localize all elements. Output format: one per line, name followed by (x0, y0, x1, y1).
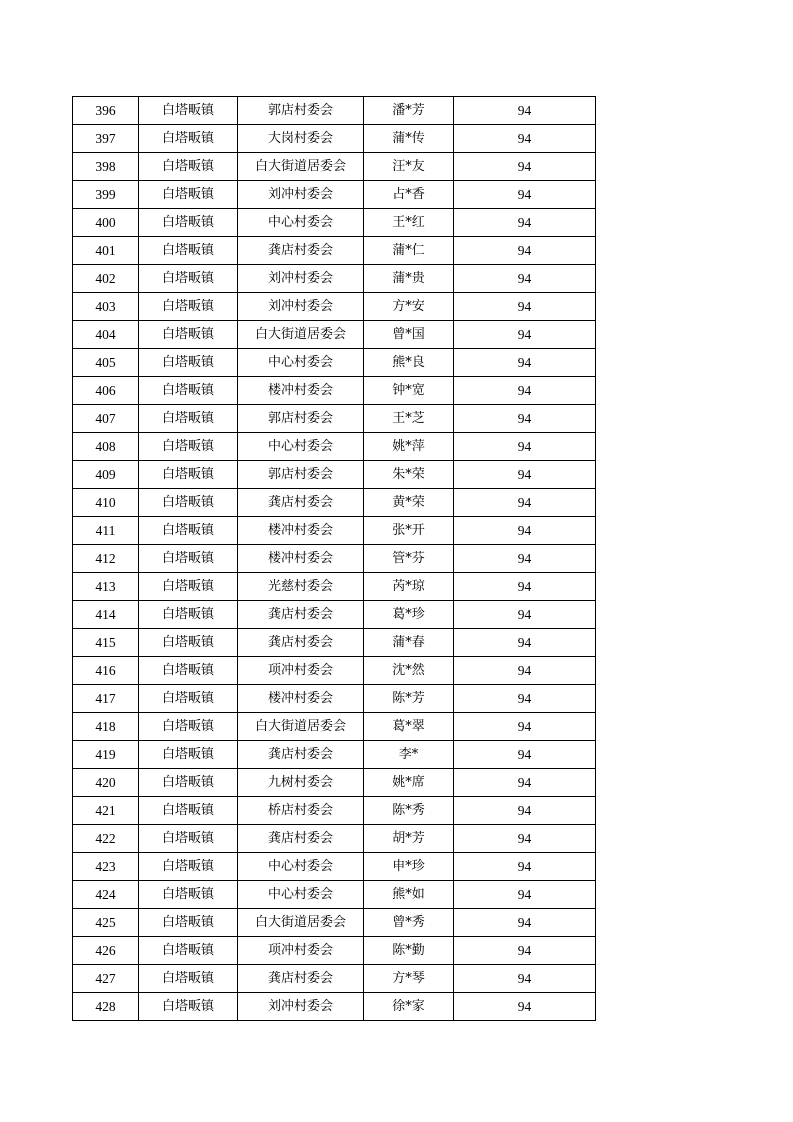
village-cell: 中心村委会 (238, 209, 364, 237)
person-name-cell: 葛*翠 (364, 713, 454, 741)
village-cell: 白大街道居委会 (238, 153, 364, 181)
town-cell: 白塔畈镇 (139, 629, 238, 657)
person-name-cell: 李* (364, 741, 454, 769)
table-row (73, 181, 596, 209)
data-table (72, 96, 596, 1021)
town-cell: 白塔畈镇 (139, 405, 238, 433)
score-cell: 94 (454, 237, 596, 265)
row-number-cell: 410 (73, 489, 139, 517)
row-number-cell: 414 (73, 601, 139, 629)
village-cell: 项冲村委会 (238, 937, 364, 965)
score-cell: 94 (454, 909, 596, 937)
town-cell: 白塔畈镇 (139, 545, 238, 573)
town-cell: 白塔畈镇 (139, 713, 238, 741)
row-number-cell: 402 (73, 265, 139, 293)
row-number-cell: 419 (73, 741, 139, 769)
table-row (73, 937, 596, 965)
table-row (73, 601, 596, 629)
table-body (73, 97, 596, 1021)
table-row (73, 545, 596, 573)
score-cell: 94 (454, 405, 596, 433)
village-cell: 龚店村委会 (238, 741, 364, 769)
town-cell: 白塔畈镇 (139, 181, 238, 209)
score-cell: 94 (454, 433, 596, 461)
town-cell: 白塔畈镇 (139, 853, 238, 881)
table-row (73, 797, 596, 825)
score-cell: 94 (454, 461, 596, 489)
person-name-cell: 钟*宽 (364, 377, 454, 405)
village-cell: 刘冲村委会 (238, 181, 364, 209)
row-number-cell: 411 (73, 517, 139, 545)
person-name-cell: 蒲*传 (364, 125, 454, 153)
person-name-cell: 曾*秀 (364, 909, 454, 937)
village-cell: 郭店村委会 (238, 97, 364, 125)
town-cell: 白塔畈镇 (139, 657, 238, 685)
town-cell: 白塔畈镇 (139, 209, 238, 237)
village-cell: 白大街道居委会 (238, 321, 364, 349)
table-row (73, 769, 596, 797)
table-row (73, 349, 596, 377)
score-cell: 94 (454, 825, 596, 853)
row-number-cell: 428 (73, 993, 139, 1021)
score-cell: 94 (454, 937, 596, 965)
row-number-cell: 399 (73, 181, 139, 209)
town-cell: 白塔畈镇 (139, 825, 238, 853)
village-cell: 龚店村委会 (238, 489, 364, 517)
person-name-cell: 占*香 (364, 181, 454, 209)
score-cell: 94 (454, 153, 596, 181)
score-cell: 94 (454, 97, 596, 125)
town-cell: 白塔畈镇 (139, 965, 238, 993)
town-cell: 白塔畈镇 (139, 489, 238, 517)
person-name-cell: 汪*友 (364, 153, 454, 181)
score-cell: 94 (454, 713, 596, 741)
table-row (73, 909, 596, 937)
village-cell: 刘冲村委会 (238, 265, 364, 293)
table-row (73, 293, 596, 321)
score-cell: 94 (454, 797, 596, 825)
row-number-cell: 427 (73, 965, 139, 993)
person-name-cell: 管*芬 (364, 545, 454, 573)
village-cell: 龚店村委会 (238, 965, 364, 993)
table-row (73, 265, 596, 293)
table-row (73, 993, 596, 1021)
town-cell: 白塔畈镇 (139, 321, 238, 349)
score-cell: 94 (454, 685, 596, 713)
table-row (73, 237, 596, 265)
table-row (73, 209, 596, 237)
row-number-cell: 403 (73, 293, 139, 321)
score-cell: 94 (454, 629, 596, 657)
person-name-cell: 陈*芳 (364, 685, 454, 713)
score-cell: 94 (454, 517, 596, 545)
table-row (73, 517, 596, 545)
row-number-cell: 413 (73, 573, 139, 601)
table-row (73, 685, 596, 713)
town-cell: 白塔畈镇 (139, 349, 238, 377)
table-row (73, 461, 596, 489)
person-name-cell: 王*红 (364, 209, 454, 237)
row-number-cell: 423 (73, 853, 139, 881)
village-cell: 楼冲村委会 (238, 517, 364, 545)
table-row (73, 965, 596, 993)
score-cell: 94 (454, 209, 596, 237)
village-cell: 项冲村委会 (238, 657, 364, 685)
row-number-cell: 425 (73, 909, 139, 937)
village-cell: 楼冲村委会 (238, 377, 364, 405)
village-cell: 龚店村委会 (238, 629, 364, 657)
village-cell: 刘冲村委会 (238, 993, 364, 1021)
village-cell: 光慈村委会 (238, 573, 364, 601)
person-name-cell: 葛*珍 (364, 601, 454, 629)
town-cell: 白塔畈镇 (139, 881, 238, 909)
village-cell: 九树村委会 (238, 769, 364, 797)
person-name-cell: 芮*琼 (364, 573, 454, 601)
town-cell: 白塔畈镇 (139, 461, 238, 489)
town-cell: 白塔畈镇 (139, 769, 238, 797)
table-row (73, 125, 596, 153)
row-number-cell: 415 (73, 629, 139, 657)
row-number-cell: 401 (73, 237, 139, 265)
person-name-cell: 姚*席 (364, 769, 454, 797)
score-cell: 94 (454, 741, 596, 769)
person-name-cell: 黄*荣 (364, 489, 454, 517)
row-number-cell: 409 (73, 461, 139, 489)
village-cell: 龚店村委会 (238, 237, 364, 265)
table-row (73, 741, 596, 769)
score-cell: 94 (454, 769, 596, 797)
row-number-cell: 408 (73, 433, 139, 461)
town-cell: 白塔畈镇 (139, 265, 238, 293)
person-name-cell: 方*琴 (364, 965, 454, 993)
row-number-cell: 412 (73, 545, 139, 573)
table-row (73, 825, 596, 853)
row-number-cell: 424 (73, 881, 139, 909)
score-cell: 94 (454, 125, 596, 153)
score-cell: 94 (454, 377, 596, 405)
person-name-cell: 申*珍 (364, 853, 454, 881)
score-cell: 94 (454, 853, 596, 881)
row-number-cell: 405 (73, 349, 139, 377)
town-cell: 白塔畈镇 (139, 601, 238, 629)
row-number-cell: 400 (73, 209, 139, 237)
table-row (73, 629, 596, 657)
town-cell: 白塔畈镇 (139, 97, 238, 125)
village-cell: 郭店村委会 (238, 461, 364, 489)
town-cell: 白塔畈镇 (139, 741, 238, 769)
score-cell: 94 (454, 265, 596, 293)
village-cell: 大岗村委会 (238, 125, 364, 153)
person-name-cell: 蒲*仁 (364, 237, 454, 265)
person-name-cell: 沈*然 (364, 657, 454, 685)
score-cell: 94 (454, 545, 596, 573)
village-cell: 白大街道居委会 (238, 909, 364, 937)
person-name-cell: 徐*家 (364, 993, 454, 1021)
village-cell: 中心村委会 (238, 349, 364, 377)
row-number-cell: 404 (73, 321, 139, 349)
town-cell: 白塔畈镇 (139, 685, 238, 713)
score-cell: 94 (454, 181, 596, 209)
row-number-cell: 421 (73, 797, 139, 825)
row-number-cell: 417 (73, 685, 139, 713)
score-cell: 94 (454, 965, 596, 993)
town-cell: 白塔畈镇 (139, 293, 238, 321)
town-cell: 白塔畈镇 (139, 125, 238, 153)
village-cell: 中心村委会 (238, 853, 364, 881)
row-number-cell: 406 (73, 377, 139, 405)
row-number-cell: 422 (73, 825, 139, 853)
score-cell: 94 (454, 573, 596, 601)
person-name-cell: 熊*如 (364, 881, 454, 909)
village-cell: 桥店村委会 (238, 797, 364, 825)
village-cell: 白大街道居委会 (238, 713, 364, 741)
village-cell: 刘冲村委会 (238, 293, 364, 321)
table-row (73, 153, 596, 181)
person-name-cell: 陈*勤 (364, 937, 454, 965)
town-cell: 白塔畈镇 (139, 573, 238, 601)
town-cell: 白塔畈镇 (139, 797, 238, 825)
person-name-cell: 潘*芳 (364, 97, 454, 125)
row-number-cell: 398 (73, 153, 139, 181)
table-row (73, 881, 596, 909)
town-cell: 白塔畈镇 (139, 377, 238, 405)
village-cell: 中心村委会 (238, 881, 364, 909)
person-name-cell: 陈*秀 (364, 797, 454, 825)
row-number-cell: 396 (73, 97, 139, 125)
village-cell: 楼冲村委会 (238, 685, 364, 713)
person-name-cell: 张*开 (364, 517, 454, 545)
person-name-cell: 蒲*贵 (364, 265, 454, 293)
village-cell: 龚店村委会 (238, 601, 364, 629)
table-row (73, 713, 596, 741)
row-number-cell: 397 (73, 125, 139, 153)
town-cell: 白塔畈镇 (139, 237, 238, 265)
score-cell: 94 (454, 349, 596, 377)
score-cell: 94 (454, 293, 596, 321)
score-cell: 94 (454, 321, 596, 349)
person-name-cell: 熊*良 (364, 349, 454, 377)
person-name-cell: 方*安 (364, 293, 454, 321)
village-cell: 楼冲村委会 (238, 545, 364, 573)
town-cell: 白塔畈镇 (139, 433, 238, 461)
score-cell: 94 (454, 601, 596, 629)
row-number-cell: 416 (73, 657, 139, 685)
score-cell: 94 (454, 881, 596, 909)
table-row (73, 405, 596, 433)
person-name-cell: 胡*芳 (364, 825, 454, 853)
town-cell: 白塔畈镇 (139, 153, 238, 181)
village-cell: 龚店村委会 (238, 825, 364, 853)
person-name-cell: 姚*萍 (364, 433, 454, 461)
person-name-cell: 朱*荣 (364, 461, 454, 489)
table-row (73, 657, 596, 685)
table-row (73, 377, 596, 405)
row-number-cell: 418 (73, 713, 139, 741)
person-name-cell: 王*芝 (364, 405, 454, 433)
table-row (73, 433, 596, 461)
score-cell: 94 (454, 657, 596, 685)
town-cell: 白塔畈镇 (139, 517, 238, 545)
person-name-cell: 蒲*春 (364, 629, 454, 657)
table-row (73, 573, 596, 601)
town-cell: 白塔畈镇 (139, 937, 238, 965)
village-cell: 郭店村委会 (238, 405, 364, 433)
table-row (73, 489, 596, 517)
row-number-cell: 426 (73, 937, 139, 965)
table-row (73, 321, 596, 349)
score-cell: 94 (454, 489, 596, 517)
town-cell: 白塔畈镇 (139, 993, 238, 1021)
town-cell: 白塔畈镇 (139, 909, 238, 937)
row-number-cell: 407 (73, 405, 139, 433)
table-row (73, 97, 596, 125)
table-row (73, 853, 596, 881)
score-cell: 94 (454, 993, 596, 1021)
village-cell: 中心村委会 (238, 433, 364, 461)
row-number-cell: 420 (73, 769, 139, 797)
person-name-cell: 曾*国 (364, 321, 454, 349)
